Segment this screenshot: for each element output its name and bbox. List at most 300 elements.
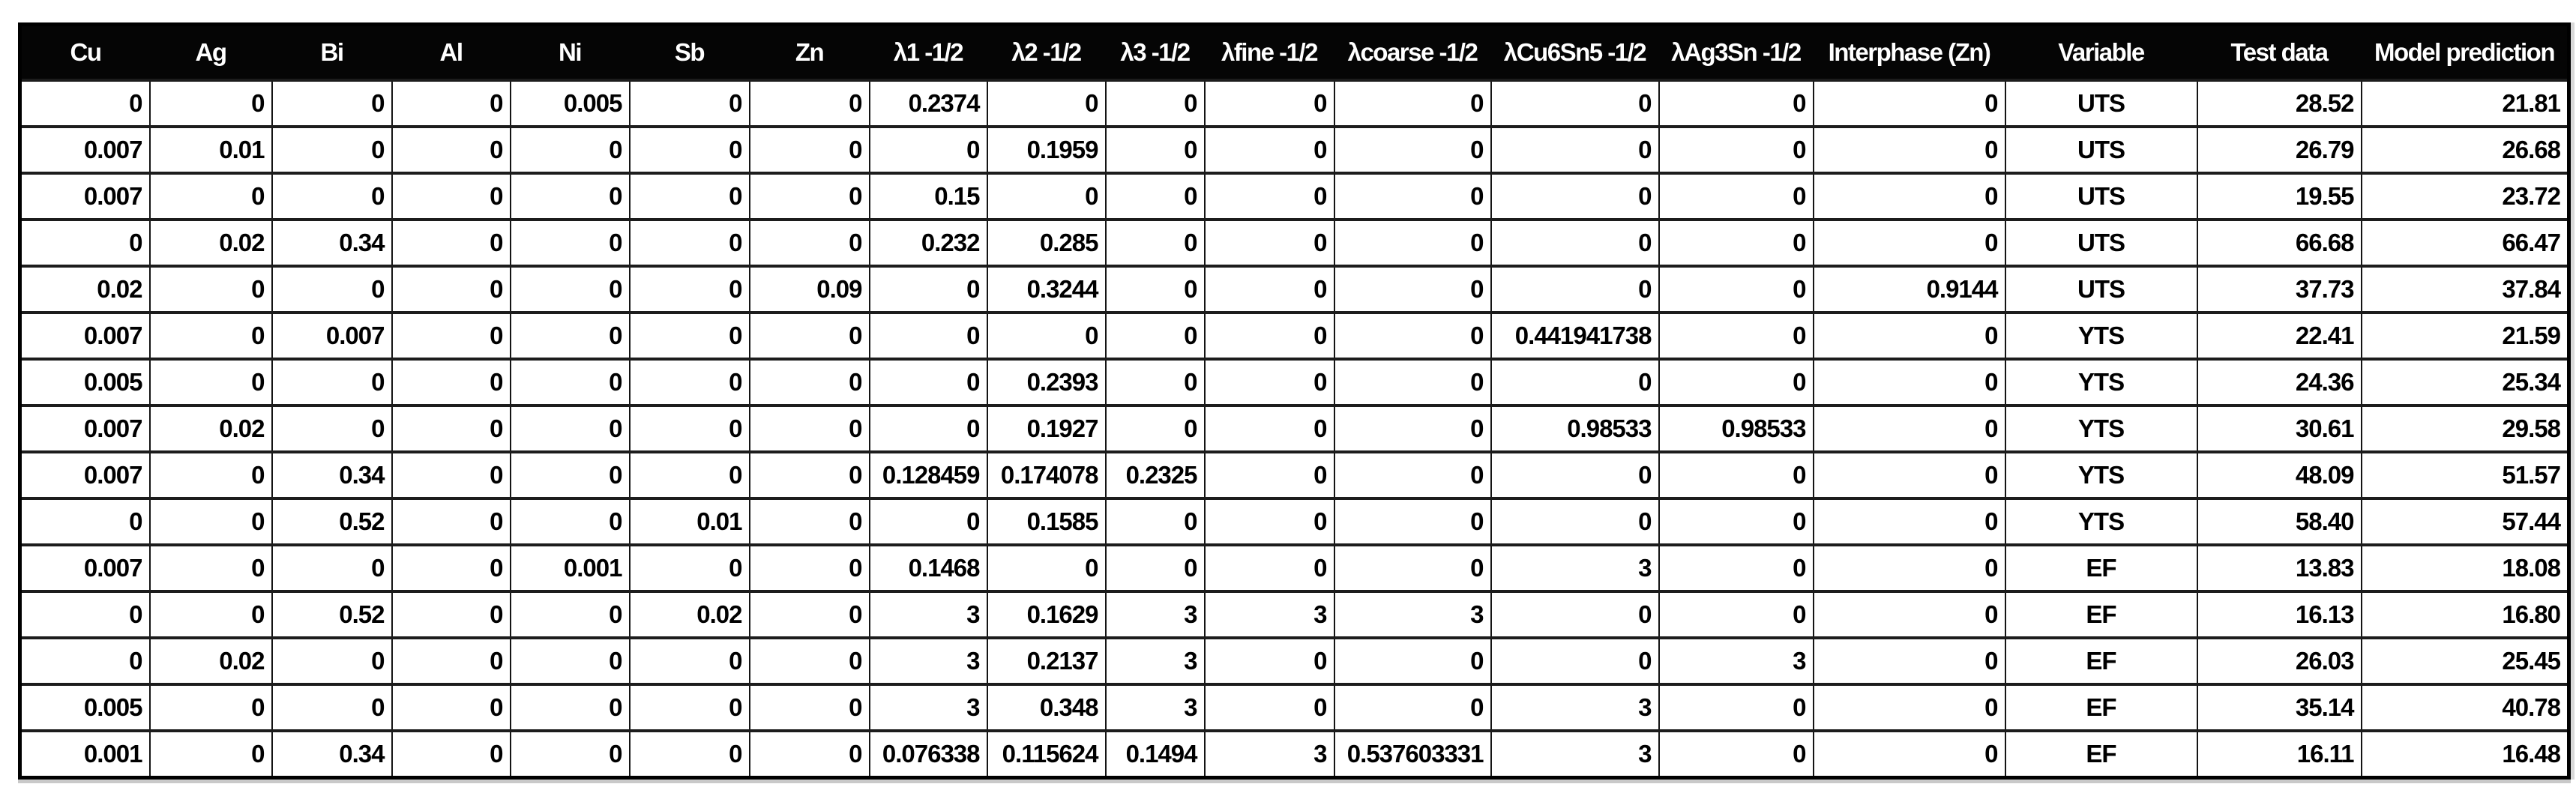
column-header-5: Sb [630,25,750,81]
value-cell: 0 [1334,80,1491,127]
value-cell: 0 [987,545,1106,591]
value-cell: 0.007 [20,406,150,452]
value-cell: 3 [1106,638,1205,684]
value-cell: 0 [1106,266,1205,313]
value-cell: 0 [987,173,1106,220]
value-cell: 0 [1491,127,1659,173]
value-cell: 0 [630,406,750,452]
value-cell: 0 [750,80,870,127]
value-cell: 0.007 [20,127,150,173]
value-cell: 0 [392,452,511,498]
value-cell: 0.005 [20,684,150,731]
value-cell: 0 [272,545,392,591]
value-cell: 0 [1659,359,1814,406]
value-cell: 0.3244 [987,266,1106,313]
value-cell: 0 [987,313,1106,359]
value-cell: 0.02 [150,220,272,266]
value-cell: 0.1927 [987,406,1106,452]
column-header-13: λAg3Sn -1/2 [1659,25,1814,81]
variable-cell: EF [2005,545,2197,591]
value-cell: 25.45 [2362,638,2569,684]
value-cell: 0.007 [20,545,150,591]
value-cell: 0.537603331 [1334,731,1491,778]
value-cell: 3 [1205,591,1334,638]
value-cell: 0 [1205,173,1334,220]
value-cell: 0 [870,266,987,313]
value-cell: 37.73 [2197,266,2362,313]
value-cell: 0.232 [870,220,987,266]
value-cell: 0 [750,545,870,591]
table-row [20,266,2569,313]
value-cell: 0 [392,684,511,731]
value-cell: 26.68 [2362,127,2569,173]
value-cell: 0.1585 [987,498,1106,545]
value-cell: 0 [1659,220,1814,266]
table-row [20,684,2569,731]
table-row [20,406,2569,452]
value-cell: 0 [392,498,511,545]
value-cell: 0.2374 [870,80,987,127]
column-header-1: Ag [150,25,272,81]
value-cell: 0.01 [630,498,750,545]
value-cell: 0 [150,498,272,545]
value-cell: 0 [392,638,511,684]
column-header-12: λCu6Sn5 -1/2 [1491,25,1659,81]
value-cell: 0 [1814,359,2005,406]
value-cell: 0 [1106,80,1205,127]
value-cell: 0 [392,359,511,406]
value-cell: 0 [750,638,870,684]
value-cell: 0 [511,313,630,359]
value-cell: 0 [1491,452,1659,498]
value-cell: 21.81 [2362,80,2569,127]
value-cell: 0.2137 [987,638,1106,684]
value-cell: 0 [1814,591,2005,638]
value-cell: 0 [1205,406,1334,452]
value-cell: 0.2393 [987,359,1106,406]
value-cell: 0.007 [20,452,150,498]
value-cell: 0.52 [272,591,392,638]
value-cell: 16.48 [2362,731,2569,778]
value-cell: 0 [1659,545,1814,591]
value-cell: 0 [150,359,272,406]
value-cell: 0 [511,127,630,173]
value-cell: 18.08 [2362,545,2569,591]
value-cell: 0.285 [987,220,1106,266]
value-cell: 0 [1334,220,1491,266]
value-cell: 0 [1491,220,1659,266]
value-cell: 3 [1334,591,1491,638]
variable-cell: EF [2005,638,2197,684]
value-cell: 0 [511,266,630,313]
value-cell: 0 [392,731,511,778]
value-cell: 0 [1334,266,1491,313]
table-row [20,80,2569,127]
value-cell: 0 [1814,220,2005,266]
value-cell: 0.1959 [987,127,1106,173]
column-header-3: Al [392,25,511,81]
table-row [20,220,2569,266]
value-cell: 51.57 [2362,452,2569,498]
value-cell: 0.02 [630,591,750,638]
value-cell: 0 [1814,545,2005,591]
value-cell: 30.61 [2197,406,2362,452]
value-cell: 0 [1205,638,1334,684]
value-cell: 0 [630,359,750,406]
value-cell: 0 [750,731,870,778]
value-cell: 3 [1491,731,1659,778]
value-cell: 0.115624 [987,731,1106,778]
value-cell: 0 [1659,684,1814,731]
value-cell: 0 [1814,406,2005,452]
value-cell: 0 [150,591,272,638]
value-cell: 0 [1205,359,1334,406]
value-cell: 48.09 [2197,452,2362,498]
value-cell: 0 [392,220,511,266]
value-cell: 57.44 [2362,498,2569,545]
value-cell: 0 [1659,80,1814,127]
table-row [20,591,2569,638]
variable-cell: EF [2005,684,2197,731]
value-cell: 0 [1659,127,1814,173]
value-cell: 0 [511,406,630,452]
value-cell: 0.52 [272,498,392,545]
value-cell: 3 [1205,731,1334,778]
value-cell: 0 [20,498,150,545]
value-cell: 0 [1814,638,2005,684]
value-cell: 0 [1106,173,1205,220]
value-cell: 0 [750,313,870,359]
value-cell: 0.005 [20,359,150,406]
value-cell: 0 [150,731,272,778]
value-cell: 0 [1334,359,1491,406]
value-cell: 0.02 [150,406,272,452]
value-cell: 0 [1491,359,1659,406]
value-cell: 0 [630,731,750,778]
value-cell: 0 [511,173,630,220]
value-cell: 0 [150,80,272,127]
value-cell: 0 [1106,545,1205,591]
value-cell: 0 [1334,684,1491,731]
column-header-4: Ni [511,25,630,81]
value-cell: 0.09 [750,266,870,313]
variable-cell: UTS [2005,220,2197,266]
value-cell: 0 [1205,498,1334,545]
value-cell: 0 [750,498,870,545]
value-cell: 0 [511,498,630,545]
variable-cell: UTS [2005,127,2197,173]
value-cell: 0 [1106,498,1205,545]
value-cell: 0 [150,173,272,220]
table-row [20,173,2569,220]
value-cell: 0 [870,359,987,406]
value-cell: 0 [1334,498,1491,545]
variable-cell: UTS [2005,266,2197,313]
value-cell: 0 [1205,684,1334,731]
table-row [20,545,2569,591]
value-cell: 37.84 [2362,266,2569,313]
value-cell: 3 [870,591,987,638]
value-cell: 3 [1491,684,1659,731]
value-cell: 0.1629 [987,591,1106,638]
table-row [20,452,2569,498]
value-cell: 0 [1814,173,2005,220]
value-cell: 0 [150,313,272,359]
value-cell: 0 [1205,127,1334,173]
value-cell: 0 [750,406,870,452]
value-cell: 0 [630,220,750,266]
column-header-8: λ2 -1/2 [987,25,1106,81]
variable-cell: EF [2005,731,2197,778]
value-cell: 0 [1334,127,1491,173]
table-row [20,313,2569,359]
value-cell: 0 [511,220,630,266]
value-cell: 0.005 [511,80,630,127]
value-cell: 3 [1659,638,1814,684]
model-prediction-table [18,22,2571,780]
header-row [20,25,2569,81]
value-cell: 0 [392,406,511,452]
value-cell: 0 [272,359,392,406]
value-cell: 0 [987,80,1106,127]
variable-cell: YTS [2005,452,2197,498]
column-header-11: λcoarse -1/2 [1334,25,1491,81]
value-cell: 16.13 [2197,591,2362,638]
value-cell: 0 [750,591,870,638]
value-cell: 0 [630,638,750,684]
value-cell: 29.58 [2362,406,2569,452]
value-cell: 0 [272,406,392,452]
value-cell: 3 [1106,684,1205,731]
value-cell: 0 [511,591,630,638]
variable-cell: YTS [2005,498,2197,545]
value-cell: 0 [272,173,392,220]
value-cell: 24.36 [2197,359,2362,406]
value-cell: 0 [1491,80,1659,127]
value-cell: 0 [750,127,870,173]
value-cell: 0 [272,80,392,127]
table-row [20,127,2569,173]
value-cell: 0 [1106,220,1205,266]
value-cell: 0 [1659,266,1814,313]
column-header-9: λ3 -1/2 [1106,25,1205,81]
column-header-14: Interphase (Zn) [1814,25,2005,81]
value-cell: 3 [870,684,987,731]
value-cell: 0 [1814,684,2005,731]
value-cell: 25.34 [2362,359,2569,406]
value-cell: 0 [630,684,750,731]
value-cell: 0 [1106,313,1205,359]
value-cell: 0.076338 [870,731,987,778]
value-cell: 0 [1106,359,1205,406]
value-cell: 0 [150,545,272,591]
value-cell: 0 [1205,452,1334,498]
value-cell: 0 [1814,313,2005,359]
value-cell: 0 [392,173,511,220]
value-cell: 0 [870,313,987,359]
value-cell: 0 [392,266,511,313]
value-cell: 0.001 [511,545,630,591]
value-cell: 0 [1334,406,1491,452]
value-cell: 0 [870,127,987,173]
variable-cell: UTS [2005,80,2197,127]
value-cell: 0.9144 [1814,266,2005,313]
value-cell: 0 [630,313,750,359]
value-cell: 0 [1659,731,1814,778]
value-cell: 0 [1205,545,1334,591]
value-cell: 66.68 [2197,220,2362,266]
value-cell: 0 [1334,452,1491,498]
value-cell: 0 [1334,545,1491,591]
value-cell: 0.02 [20,266,150,313]
table-body [20,80,2569,778]
value-cell: 0 [511,452,630,498]
value-cell: 0 [1659,313,1814,359]
table-row [20,498,2569,545]
value-cell: 0 [630,80,750,127]
variable-cell: YTS [2005,359,2197,406]
value-cell: 0.1494 [1106,731,1205,778]
value-cell: 0 [750,220,870,266]
value-cell: 0 [750,173,870,220]
value-cell: 0 [1491,638,1659,684]
value-cell: 0 [511,359,630,406]
variable-cell: YTS [2005,313,2197,359]
value-cell: 0 [630,173,750,220]
value-cell: 0 [272,638,392,684]
value-cell: 0.348 [987,684,1106,731]
value-cell: 0 [392,127,511,173]
value-cell: 22.41 [2197,313,2362,359]
column-header-17: Model prediction [2362,25,2569,81]
value-cell: 0.02 [150,638,272,684]
column-header-6: Zn [750,25,870,81]
value-cell: 0 [272,684,392,731]
column-header-2: Bi [272,25,392,81]
value-cell: 0 [1106,127,1205,173]
variable-cell: EF [2005,591,2197,638]
value-cell: 58.40 [2197,498,2362,545]
value-cell: 0 [150,266,272,313]
value-cell: 0.98533 [1491,406,1659,452]
value-cell: 0 [272,266,392,313]
value-cell: 0 [511,731,630,778]
value-cell: 0.15 [870,173,987,220]
value-cell: 0 [392,313,511,359]
value-cell: 0 [1814,731,2005,778]
column-header-10: λfine -1/2 [1205,25,1334,81]
value-cell: 0.34 [272,731,392,778]
value-cell: 13.83 [2197,545,2362,591]
value-cell: 0 [1205,313,1334,359]
value-cell: 0 [1659,173,1814,220]
column-header-16: Test data [2197,25,2362,81]
value-cell: 0 [392,80,511,127]
value-cell: 35.14 [2197,684,2362,731]
value-cell: 0 [1334,313,1491,359]
value-cell: 0 [20,638,150,684]
value-cell: 0 [1491,498,1659,545]
table-row [20,359,2569,406]
value-cell: 0.98533 [1659,406,1814,452]
value-cell: 0 [750,452,870,498]
table-row [20,638,2569,684]
value-cell: 0 [1491,591,1659,638]
value-cell: 0 [1491,173,1659,220]
value-cell: 3 [870,638,987,684]
value-cell: 0.128459 [870,452,987,498]
value-cell: 0 [20,80,150,127]
value-cell: 3 [1106,591,1205,638]
value-cell: 21.59 [2362,313,2569,359]
value-cell: 3 [1491,545,1659,591]
value-cell: 0.007 [20,173,150,220]
value-cell: 0 [870,406,987,452]
value-cell: 0.007 [272,313,392,359]
value-cell: 0.34 [272,452,392,498]
value-cell: 26.03 [2197,638,2362,684]
value-cell: 0 [870,498,987,545]
value-cell: 16.80 [2362,591,2569,638]
value-cell: 0.007 [20,313,150,359]
value-cell: 0.441941738 [1491,313,1659,359]
value-cell: 0 [1814,498,2005,545]
variable-cell: YTS [2005,406,2197,452]
variable-cell: UTS [2005,173,2197,220]
value-cell: 0 [1334,173,1491,220]
value-cell: 0 [1334,638,1491,684]
value-cell: 0 [1659,452,1814,498]
value-cell: 40.78 [2362,684,2569,731]
value-cell: 19.55 [2197,173,2362,220]
value-cell: 0 [630,545,750,591]
value-cell: 0 [1205,266,1334,313]
value-cell: 0.174078 [987,452,1106,498]
table-row [20,731,2569,778]
column-header-15: Variable [2005,25,2197,81]
value-cell: 0 [1106,406,1205,452]
value-cell: 0 [272,127,392,173]
value-cell: 0 [392,591,511,638]
value-cell: 0.1468 [870,545,987,591]
value-cell: 0 [511,638,630,684]
value-cell: 0.2325 [1106,452,1205,498]
value-cell: 0 [1814,80,2005,127]
value-cell: 0 [20,220,150,266]
value-cell: 0.001 [20,731,150,778]
value-cell: 0 [511,684,630,731]
value-cell: 0 [1205,220,1334,266]
value-cell: 0 [1814,452,2005,498]
value-cell: 0 [150,452,272,498]
value-cell: 0 [630,127,750,173]
value-cell: 0 [1659,591,1814,638]
value-cell: 0.01 [150,127,272,173]
value-cell: 0 [750,359,870,406]
value-cell: 0 [1205,80,1334,127]
value-cell: 26.79 [2197,127,2362,173]
value-cell: 0 [750,684,870,731]
value-cell: 28.52 [2197,80,2362,127]
value-cell: 0 [392,545,511,591]
column-header-7: λ1 -1/2 [870,25,987,81]
value-cell: 0 [1814,127,2005,173]
value-cell: 0 [630,452,750,498]
value-cell: 23.72 [2362,173,2569,220]
value-cell: 0 [20,591,150,638]
value-cell: 0.34 [272,220,392,266]
column-header-0: Cu [20,25,150,81]
